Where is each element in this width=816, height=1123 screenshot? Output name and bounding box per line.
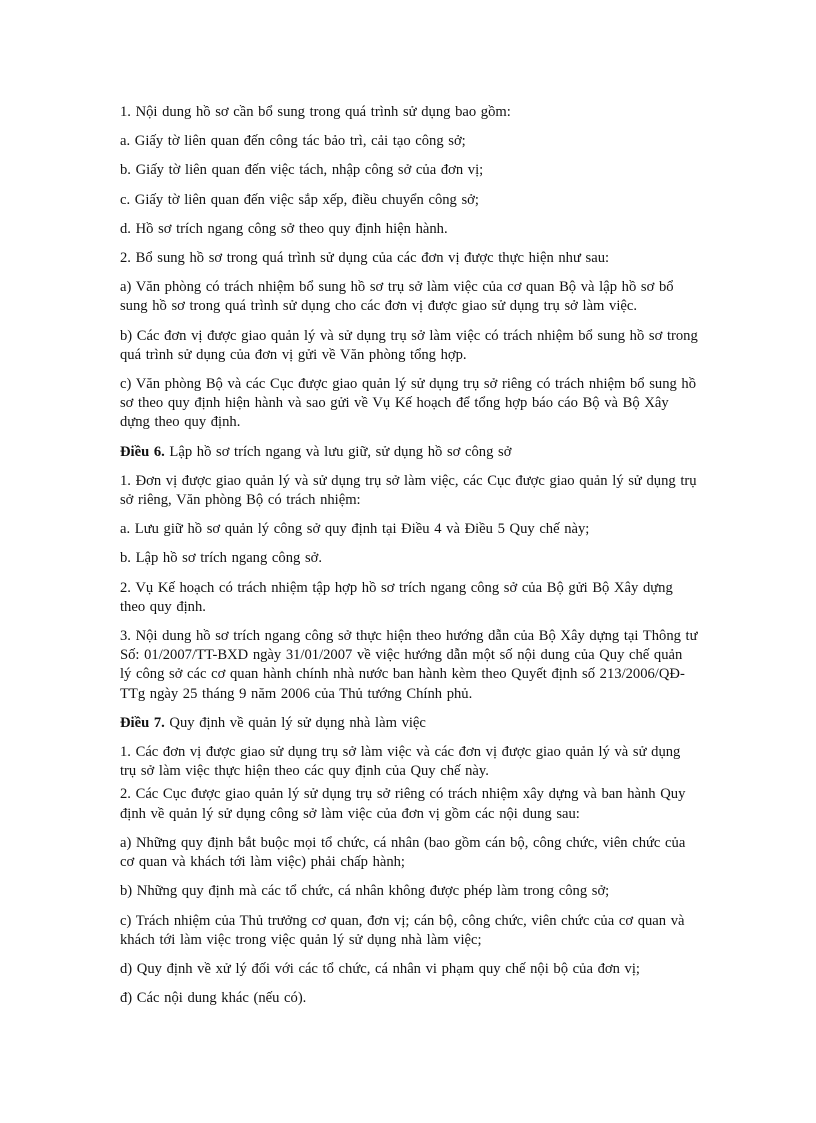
paragraph: b) Các đơn vị được giao quản lý và sử dụng trụ sở làm việc có trách nhiệm bổ sung hồ sơ trong quá trình sử dụng của đơn vị gửi về Văn phòng tổng hợp. [120,327,698,363]
paragraph: c) Văn phòng Bộ và các Cục được giao quản lý sử dụng trụ sở riêng có trách nhiệm bổ sung hồ sơ theo quy định hiện hành và sao gửi về Vụ Kế hoạch để tổng hợp báo cáo Bộ và Bộ Xây dựng theo quy định. [120,376,697,431]
document-body [120,103,698,1018]
paragraph: 1. Các đơn vị được giao sử dụng trụ sở làm việc và các đơn vị được giao quản lý và sử dụng trụ sở làm việc thực hiện theo các quy định của Quy chế này. [120,744,681,780]
paragraph: c. Giấy tờ liên quan đến việc sắp xếp, điều chuyển công sở; [120,191,479,208]
paragraph: 1. Nội dung hồ sơ cần bổ sung trong quá trình sử dụng bao gồm: [120,104,511,120]
paragraph: a) Văn phòng có trách nhiệm bổ sung hồ sơ trụ sở làm việc của cơ quan Bộ và lập hồ sơ bổ sung hồ sơ trong quá trình sử dụng cho các đơn vị được giao sử dụng trụ sở làm việc. [120,279,674,315]
article-number: Điều 7. [120,714,165,731]
paragraph: c) Trách nhiệm của Thủ trưởng cơ quan, đơn vị; cán bộ, công chức, viên chức của cơ quan và khách tới làm việc trong việc quản lý sử dụng nhà làm việc; [120,912,685,948]
paragraph: d) Quy định về xử lý đối với các tổ chức, cá nhân vi phạm quy chế nội bộ của đơn vị; [120,960,640,977]
paragraph: d. Hồ sơ trích ngang công sở theo quy định hiện hành. [120,220,448,237]
article-number: Điều 6. [120,443,165,460]
paragraph: b) Những quy định mà các tổ chức, cá nhân không được phép làm trong công sở; [120,883,610,900]
paragraph: a. Giấy tờ liên quan đến công tác bảo trì, cải tạo công sở; [120,133,466,150]
paragraph: b. Lập hồ sơ trích ngang công sở. [120,550,322,567]
paragraph: 1. Đơn vị được giao quản lý và sử dụng trụ sở làm việc, các Cục được giao quản lý sử dụng trụ sở riêng, Văn phòng Bộ có trách nhiệm: [120,472,697,509]
article-title: Lập hồ sơ trích ngang và lưu giữ, sử dụng hồ sơ công sở [164,443,512,460]
article-heading [120,443,698,462]
paragraph: b. Giấy tờ liên quan đến việc tách, nhập công sở của đơn vị; [120,162,484,179]
paragraph: đ) Các nội dung khác (nếu có). [120,990,307,1007]
article-title: Quy định về quản lý sử dụng nhà làm việc [164,714,426,731]
article-heading [120,714,698,733]
paragraph: 2. Vụ Kế hoạch có trách nhiệm tập hợp hồ sơ trích ngang công sở của Bộ gửi Bộ Xây dựng theo quy định. [120,579,673,615]
paragraph: 2. Các Cục được giao quản lý sử dụng trụ sở riêng có trách nhiệm xây dựng và ban hành Quy định về quản lý sử dụng công sở làm việc của đơn vị gồm các nội dung sau: [120,786,686,822]
paragraph: a. Lưu giữ hồ sơ quản lý công sở quy định tại Điều 4 và Điều 5 Quy chế này; [120,521,590,538]
paragraph: 2. Bổ sung hồ sơ trong quá trình sử dụng của các đơn vị được thực hiện như sau: [120,250,610,267]
paragraph: a) Những quy định bắt buộc mọi tổ chức, cá nhân (bao gồm cán bộ, công chức, viên chức của cơ quan và khách tới làm việc) phải chấp hành; [120,834,686,871]
paragraph: 3. Nội dung hồ sơ trích ngang công sở thực hiện theo hướng dẫn của Bộ Xây dựng tại Thông tư Số: 01/2007/TT-BXD ngày 31/01/2007 về việc hướng dẫn một số nội dung của Quy chế quản lý công sở các cơ quan hành chính nhà nước ban hành kèm theo Quyết định số 213/2006/QĐ-TTg ngày 25 tháng 9 năm 2006 của Thủ tướng Chính phủ. [120,628,698,702]
